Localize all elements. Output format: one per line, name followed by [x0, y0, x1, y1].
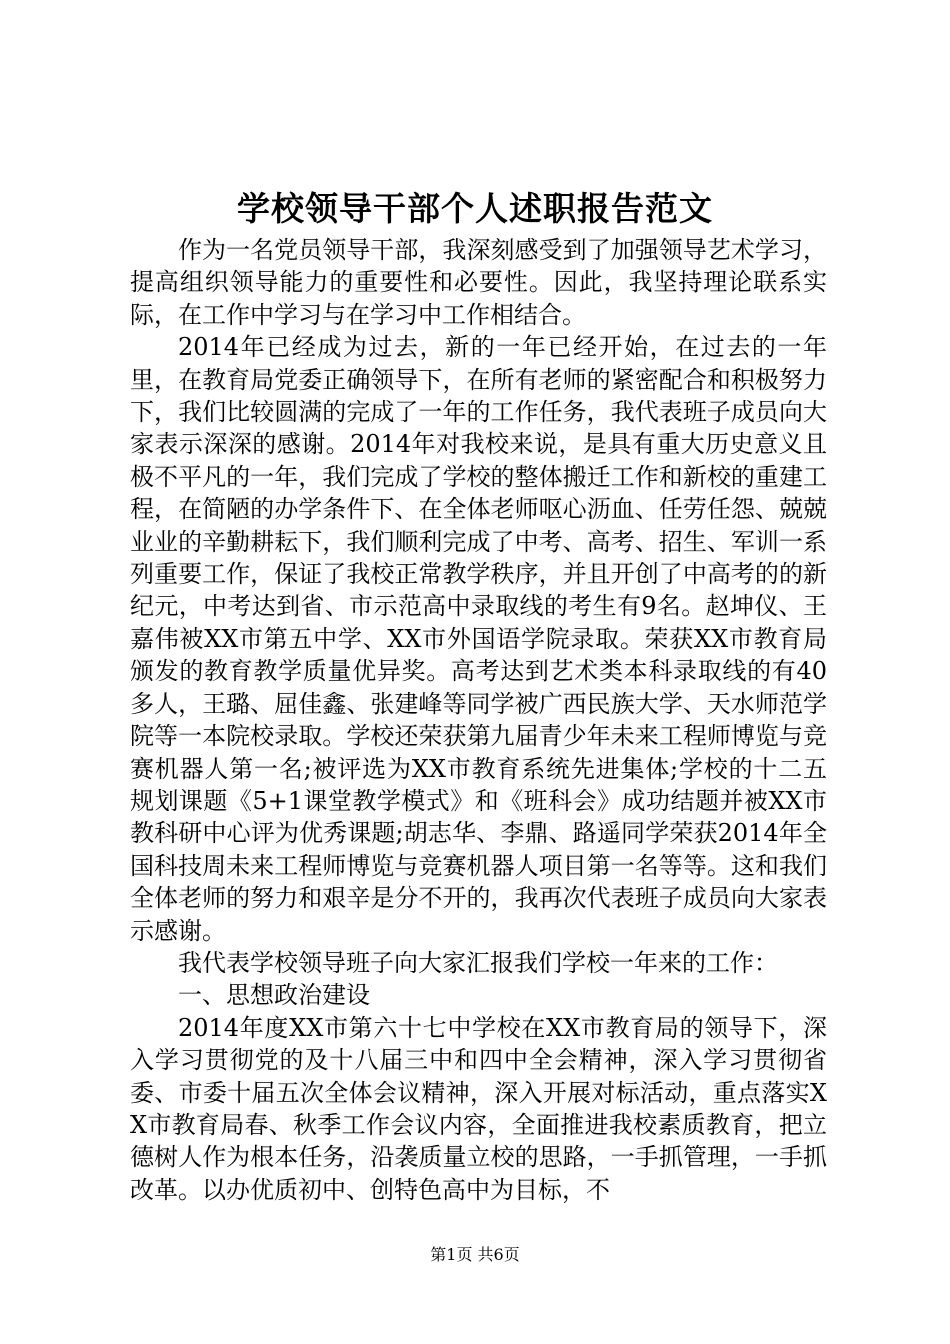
document-body	[130, 234, 827, 1206]
paragraph-report-lead: 我代表学校领导班子向大家汇报我们学校一年来的工作：	[178, 948, 778, 977]
paragraph-intro: 作为一名党员领导干部，我深刻感受到了加强领导艺术学习，提高组织领导能力的重要性和必要性。因此，我坚持理论联系实际，在工作中学习与在学习中工作相结合。	[130, 236, 827, 329]
document-title: 学校领导干部个人述职报告范文	[237, 189, 713, 228]
page-number-footer: 第1页 共6页	[430, 1245, 520, 1264]
section-heading-political: 一、思想政治建设	[178, 981, 370, 1010]
paragraph-achievements: 2014年已经成为过去，新的一年已经开始，在过去的一年里，在教育局党委正确领导下，在所有老师的紧密配合和积极努力下，我们比较圆满的完成了一年的工作任务，我代表班子成员向大家表示深深的感谢。2014年对我校来说，是具有重大历史意义且极不平凡的一年，我们完成了学校的整体搬迁工作和新校的重建工程，在简陋的办学条件下、在全体老师呕心沥血、任劳任怨、兢兢业业的辛勤耕耘下，我们顺利完成了中考、高考、招生、军训一系列重要工作，保证了我校正常教学秩序，并且开创了中高考的的新纪元，中考达到省、市示范高中录取线的考生有9名。赵坤仪、王嘉伟被XX市第五中学、XX市外国语学院录取。荣获XX市教育局颁发的教育教学质量优异奖。高考达到艺术类本科录取线的有40多人，王璐、屈佳鑫、张建峰等同学被广西民族大学、天水师范学院等一本院校录取。学校还荣获第九届青少年未来工程师博览与竞赛机器人第一名;被评选为XX市教育系统先进集体;学校的十二五规划课题《5+1课堂教学模式》和《班科会》成功结题并被XX市教科研中心评为优秀课题;胡志华、李鼎、路遥同学荣获2014年全国科技周未来工程师博览与竞赛机器人项目第一名等等。这和我们全体老师的努力和艰辛是分不开的，我再次代表班子成员向大家表示感谢。	[130, 333, 827, 945]
paragraph-political: 2014年度XX市第六十七中学校在XX市教育局的领导下，深入学习贯彻党的及十八届三中和四中全会精神，深入学习贯彻省委、市委十届五次全体会议精神，深入开展对标活动，重点落实XX市教育局春、秋季工作会议内容，全面推进我校素质教育，把立德树人作为根本任务，沿袭质量立校的思路，一手抓管理，一手抓改革。以办优质初中、创特色高中为目标，不	[130, 1013, 827, 1204]
